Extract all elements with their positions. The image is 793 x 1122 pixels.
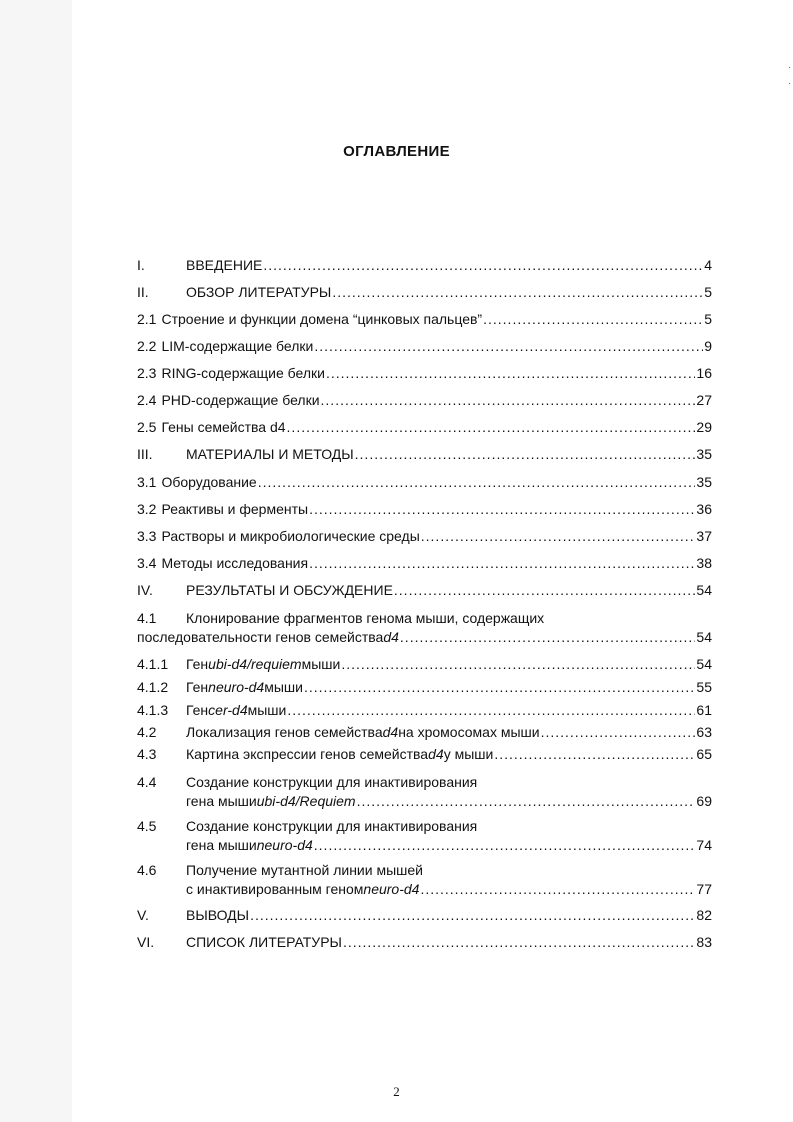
- toc-page: 65: [696, 746, 712, 762]
- toc-page: 82: [696, 907, 712, 923]
- toc-entry: [137, 818, 712, 860]
- toc-number: 3.2: [137, 501, 157, 517]
- toc-entry: [137, 528, 712, 548]
- toc-text: СПИСОК ЛИТЕРАТУРЫ: [186, 934, 342, 950]
- toc-entry: [137, 555, 712, 575]
- toc-text: PHD-содержащие белки: [161, 392, 320, 408]
- toc-number: 4.5: [137, 818, 157, 834]
- toc-page: 35: [696, 474, 712, 490]
- toc-leader: [341, 656, 695, 672]
- toc-leader: [314, 338, 703, 354]
- gene-name: d4: [382, 724, 399, 740]
- toc-leader: [400, 629, 696, 645]
- toc-page: 37: [696, 528, 712, 544]
- toc-text-suffix: мыши: [264, 679, 303, 695]
- toc-number: 4.1.1: [137, 656, 169, 672]
- toc-leader: [541, 724, 696, 740]
- toc-entry: [137, 934, 712, 954]
- toc-number: 2.1: [137, 311, 157, 327]
- toc-text: Растворы и микробиологические среды: [161, 528, 420, 544]
- toc-number: 4.3: [137, 746, 157, 762]
- toc-number: 4.1: [137, 610, 157, 626]
- toc-leader: [287, 419, 696, 435]
- toc-number: V.: [137, 907, 149, 923]
- toc-leader: [326, 365, 695, 381]
- toc-leader: [263, 257, 703, 273]
- toc-text: Гены семейства d4: [161, 419, 286, 435]
- toc-number: 4.1.2: [137, 679, 169, 695]
- toc-page: 5: [704, 311, 712, 327]
- toc-page: 55: [696, 679, 712, 695]
- toc-number: 3.1: [137, 474, 157, 490]
- toc-entry: [137, 474, 712, 494]
- toc-text: РЕЗУЛЬТАТЫ И ОБСУЖДЕНИЕ: [186, 582, 393, 598]
- toc-page: 54: [696, 629, 712, 645]
- toc-text: ОБЗОР ЛИТЕРАТУРЫ: [186, 284, 332, 300]
- toc-number: I.: [137, 257, 145, 273]
- toc-text: Локализация генов семейства: [186, 724, 383, 740]
- toc-text: ВЫВОДЫ: [186, 907, 250, 923]
- toc-text: МАТЕРИАЛЫ И МЕТОДЫ: [186, 446, 354, 462]
- toc-leader: [483, 311, 703, 327]
- page-margin-shade: [0, 0, 72, 1122]
- toc-entry: [137, 257, 712, 277]
- toc-entry: [137, 419, 712, 439]
- toc-number: IV.: [137, 582, 153, 598]
- toc-page: 36: [696, 501, 712, 517]
- toc-entry: [137, 610, 712, 652]
- toc-leader: [394, 582, 696, 598]
- toc-page: 9: [704, 338, 712, 354]
- toc-leader: [309, 501, 695, 517]
- toc-leader: [332, 284, 703, 300]
- toc-entry: [137, 656, 712, 676]
- gene-name: d4: [383, 629, 399, 645]
- toc-leader: [314, 837, 696, 853]
- toc-page: 5: [704, 284, 712, 300]
- toc-text: Ген: [186, 656, 209, 672]
- toc-entry: [137, 338, 712, 358]
- toc-text: Ген: [186, 679, 209, 695]
- gene-name: neuro-d4: [363, 881, 420, 897]
- scan-mark: ·: [788, 78, 792, 89]
- toc-entry: [137, 311, 712, 331]
- toc-number: II.: [137, 284, 149, 300]
- toc-number: 4.2: [137, 724, 157, 740]
- toc-text-suffix: у мыши: [443, 746, 494, 762]
- toc-entry: [137, 284, 712, 304]
- toc-text-suffix: мыши: [301, 656, 341, 672]
- toc-leader: [494, 746, 695, 762]
- toc-text: Оборудование: [161, 474, 257, 490]
- toc-entry: [137, 582, 712, 602]
- toc-leader: [357, 793, 696, 809]
- toc-number: 2.3: [137, 365, 157, 381]
- toc-leader: [258, 474, 696, 490]
- toc-text-suffix: мыши: [247, 702, 287, 718]
- gene-name: cer-d4: [208, 702, 248, 718]
- toc-text-suffix: на хромосомах мыши: [398, 724, 540, 740]
- toc-text-line1: Получение мутантной линии мышей: [186, 862, 423, 878]
- toc-page: 27: [696, 392, 712, 408]
- toc-entry: [137, 746, 712, 766]
- toc-number: III.: [137, 446, 153, 462]
- toc-text-line1: Клонирование фрагментов генома мыши, содержащих: [186, 610, 545, 626]
- toc-entry: [137, 907, 712, 927]
- toc-page: 77: [696, 881, 712, 897]
- toc-text: Реактивы и ферменты: [161, 501, 309, 517]
- toc-page: 69: [696, 793, 712, 809]
- toc-text-line2: гена мыши: [186, 793, 257, 809]
- toc-page: 63: [696, 724, 712, 740]
- toc-leader: [355, 446, 696, 462]
- toc-page: 16: [696, 365, 712, 381]
- toc-page: 29: [696, 419, 712, 435]
- toc-entry: [137, 392, 712, 412]
- toc-text-line1: Создание конструкции для инактивирования: [186, 818, 478, 834]
- toc-number: 2.4: [137, 392, 157, 408]
- gene-name: neuro-d4: [256, 837, 313, 853]
- toc-text-line2: последовательности генов семейства: [137, 629, 384, 645]
- toc-page: 35: [696, 446, 712, 462]
- toc-leader: [321, 392, 696, 408]
- toc-number: 4.4: [137, 774, 157, 790]
- toc-entry: [137, 724, 712, 744]
- toc-entry: [137, 862, 712, 904]
- toc-leader: [250, 907, 695, 923]
- toc-number: 4.6: [137, 862, 157, 878]
- toc-page: 61: [696, 702, 712, 718]
- toc-leader: [343, 934, 695, 950]
- toc-entry: [137, 365, 712, 385]
- toc-number: 3.3: [137, 528, 157, 544]
- page-title: ОГЛАВЛЕНИЕ: [343, 143, 450, 160]
- toc-page: 38: [696, 555, 712, 571]
- toc-number: 2.5: [137, 419, 157, 435]
- toc-page: 4: [704, 257, 712, 273]
- toc-leader: [420, 881, 695, 897]
- toc-text: ВВЕДЕНИЕ: [186, 257, 263, 273]
- toc-text-line2: с инактивированным геном: [186, 881, 364, 897]
- gene-name: ubi-d4/requiem: [208, 656, 302, 672]
- toc-text: Картина экспрессии генов семейства: [186, 746, 429, 762]
- toc-text-line1: Создание конструкции для инактивирования: [186, 774, 478, 790]
- toc-number: 3.4: [137, 555, 157, 571]
- toc-page: 54: [696, 656, 712, 672]
- toc-page: 83: [696, 934, 712, 950]
- toc-entry: [137, 501, 712, 521]
- page-number: 2: [393, 1084, 400, 1099]
- toc-number: VI.: [137, 934, 155, 950]
- toc-page: 74: [696, 837, 712, 853]
- toc-leader: [421, 528, 696, 544]
- toc-text: RING-содержащие белки: [161, 365, 325, 381]
- toc-entry: [137, 702, 712, 722]
- toc-text: Ген: [186, 702, 209, 718]
- toc-text: Методы исследования: [161, 555, 309, 571]
- toc-number: 4.1.3: [137, 702, 169, 718]
- gene-name: neuro-d4: [208, 679, 265, 695]
- toc-text: LIM-содержащие белки: [161, 338, 314, 354]
- toc-leader: [309, 555, 695, 571]
- toc-leader: [304, 679, 695, 695]
- scan-mark: ·: [788, 62, 792, 73]
- toc-text-line2: гена мыши: [186, 837, 257, 853]
- gene-name: d4: [428, 746, 444, 762]
- toc-entry: [137, 446, 712, 466]
- toc-page: 54: [696, 582, 712, 598]
- toc-entry: [137, 774, 712, 816]
- gene-name: ubi-d4/Requiem: [256, 793, 356, 809]
- toc-entry: [137, 679, 712, 699]
- toc-number: 2.2: [137, 338, 157, 354]
- toc-leader: [287, 702, 695, 718]
- toc-text: Строение и функции домена “цинковых пальцев”: [161, 311, 483, 327]
